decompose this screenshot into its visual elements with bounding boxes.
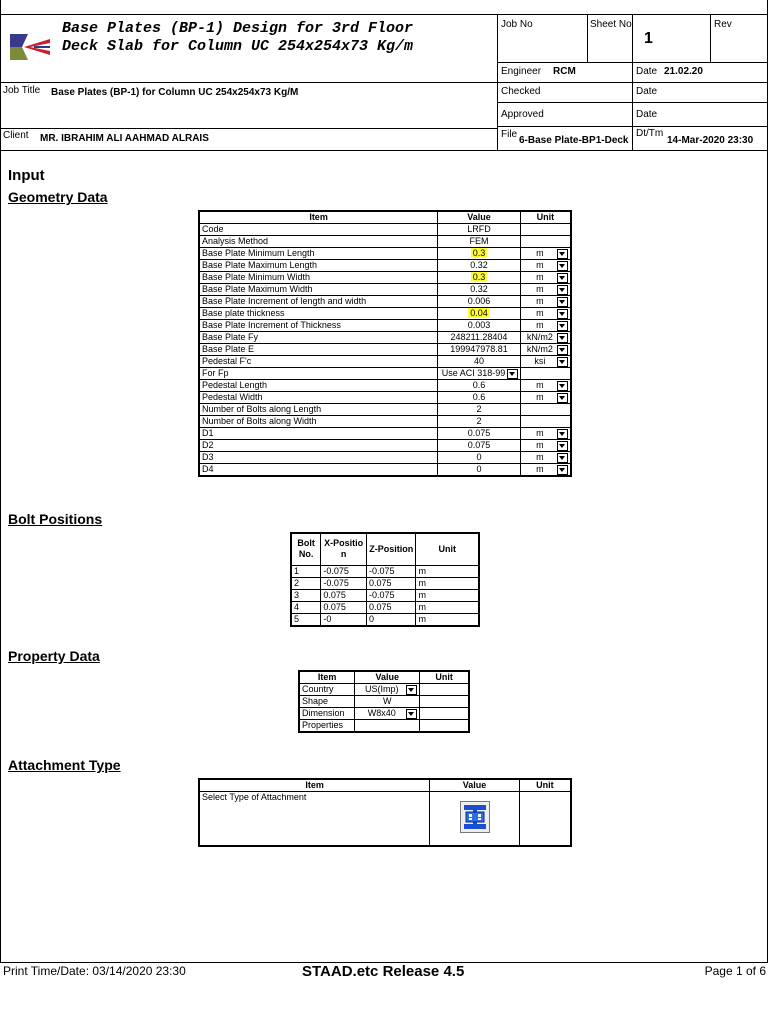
job-title-label: Job Title [3,85,41,96]
geometry-item: Base Plate Minimum Width [199,272,438,284]
job-title-value: Base Plates (BP-1) for Column UC 254x254x73 Kg/M [51,87,299,98]
table-row [199,248,571,260]
dropdown-arrow-icon[interactable] [557,453,568,463]
geometry-table-container [198,210,572,477]
bolt-cell-x: -0 [321,613,367,626]
table-row [199,404,571,416]
geometry-value: 0.006 [467,296,491,306]
geometry-unit: m [536,428,544,438]
geometry-value: 199947978.81 [450,344,508,354]
geometry-unit: kN/m2 [526,344,553,354]
bolt-cell-z: 0.075 [366,601,416,613]
bolt-table-container [290,532,480,627]
geometry-item: D3 [199,452,438,464]
bolt-cell-u: m [416,577,479,589]
table-row [199,392,571,404]
geometry-unit: m [536,320,544,330]
checked-label: Checked [501,86,541,97]
geometry-item: Pedestal Length [199,380,438,392]
dropdown-arrow-icon[interactable] [557,261,568,271]
attachment-heading: Attachment Type [8,757,121,773]
dropdown-arrow-icon[interactable] [557,273,568,283]
bolt-cell-no: 4 [291,601,321,613]
geometry-item: Number of Bolts along Width [199,416,438,428]
table-row [291,589,479,601]
dropdown-arrow-icon[interactable] [406,709,417,719]
header-block [0,14,768,151]
table-row [199,452,571,464]
geometry-unit: m [536,452,544,462]
bolt-cell-u: m [416,601,479,613]
bolt-cell-z: 0 [366,613,416,626]
geometry-unit-cell [520,236,571,248]
bolt-cell-no: 3 [291,589,321,601]
geometry-value: Use ACI 318-99 [441,368,506,378]
attachment-col-unit: Unit [519,779,571,792]
attachment-item: Select Type of Attachment [199,792,430,846]
property-col-item: Item [299,671,355,684]
geometry-unit: m [536,380,544,390]
file-label: File [501,129,518,140]
table-row [199,464,571,477]
property-value-cell [355,696,420,708]
dropdown-arrow-icon[interactable] [557,357,568,367]
property-table-body [299,684,469,733]
geometry-value-cell [438,308,521,320]
title-line-2: Deck Slab for Column UC 254x254x73 Kg/m [62,38,414,55]
bolt-cell-x: 0.075 [321,589,367,601]
table-row [199,320,571,332]
geometry-value: 2 [476,404,482,414]
property-value-cell [355,720,420,733]
geometry-unit-cell[interactable] [520,248,571,260]
table-row [199,356,571,368]
dttm-label: Dt/Tm [636,128,664,139]
geometry-unit-cell [520,416,571,428]
dropdown-arrow-icon[interactable] [557,429,568,439]
table-row [291,601,479,613]
geometry-unit: m [536,464,544,474]
geometry-value-cell [438,320,521,332]
sheet-no-value: 1 [644,30,653,47]
geometry-heading: Geometry Data [8,189,108,205]
bolt-col-no: Bolt No. [291,533,321,565]
geometry-col-value: Value [438,211,521,224]
attachment-table [198,778,572,847]
table-row [199,380,571,392]
footer-print-time: Print Time/Date: 03/14/2020 23:30 [3,964,186,978]
table-row [199,260,571,272]
dropdown-arrow-icon[interactable] [557,393,568,403]
geometry-unit-cell[interactable] [520,464,571,477]
property-table-container [298,670,470,733]
geometry-unit-cell[interactable] [520,452,571,464]
geometry-table [198,210,572,477]
dropdown-arrow-icon[interactable] [406,685,417,695]
geometry-value-cell [438,248,521,260]
table-row [291,577,479,589]
geometry-value-cell [438,464,521,477]
table-row [199,236,571,248]
geometry-col-unit: Unit [520,211,571,224]
geometry-value-cell [438,332,521,344]
geometry-value: 0.075 [467,428,491,438]
geometry-unit: m [536,296,544,306]
bolt-cell-z: -0.075 [366,565,416,577]
bolt-cell-u: m [416,589,479,601]
table-row [199,308,571,320]
table-row [199,284,571,296]
geometry-unit: m [536,392,544,402]
geometry-unit: m [536,284,544,294]
geometry-unit: m [536,248,544,258]
geometry-value: 0.32 [470,284,488,294]
footer-page: Page 1 of 6 [704,964,766,978]
geometry-unit-cell [520,224,571,236]
dropdown-arrow-icon[interactable] [557,285,568,295]
bolt-col-z: Z-Position [366,533,416,565]
geometry-value: LRFD [467,224,491,234]
property-item: Shape [299,696,355,708]
property-value-cell[interactable] [355,708,420,720]
geometry-value-cell [438,452,521,464]
property-col-value: Value [355,671,420,684]
geometry-value-cell[interactable] [438,368,521,380]
geometry-unit-cell[interactable] [520,356,571,368]
geometry-value-cell [438,236,521,248]
geometry-value-cell [438,224,521,236]
table-row [299,684,469,696]
bolt-cell-no: 1 [291,565,321,577]
geometry-item: Pedestal F'c [199,356,438,368]
geometry-value: 0.04 [470,308,488,318]
bolt-col-unit: Unit [416,533,479,565]
geometry-item: Base Plate Increment of length and width [199,296,438,308]
approved-date-label: Date [636,109,658,120]
property-unit [420,708,469,720]
table-row [199,344,571,356]
geometry-value: 0.6 [472,392,486,402]
geometry-unit-cell[interactable] [520,380,571,392]
geometry-unit-cell[interactable] [520,272,571,284]
geometry-value-cell [438,284,521,296]
geometry-unit: m [536,272,544,282]
property-unit [420,684,469,696]
footer-release: STAAD.etc Release 4.5 [302,963,465,980]
geometry-value: 0.075 [467,440,491,450]
geometry-item: D2 [199,440,438,452]
geometry-table-body [199,224,571,477]
attachment-table-container [198,778,572,847]
approved-label: Approved [501,109,544,120]
geometry-value: FEM [469,236,489,246]
geometry-value-cell [438,404,521,416]
table-row [299,708,469,720]
date-label: Date [636,66,658,77]
dropdown-arrow-icon[interactable] [557,309,568,319]
geometry-value: 0 [476,464,482,474]
bolt-cell-x: -0.075 [321,565,367,577]
table-row [291,565,479,577]
geometry-unit: m [536,440,544,450]
property-item: Dimension [299,708,355,720]
engineer-value: RCM [553,66,576,77]
bolt-cell-x: 0.075 [321,601,367,613]
geometry-unit-cell[interactable] [520,428,571,440]
geometry-unit: m [536,260,544,270]
geometry-item: Base Plate Maximum Width [199,284,438,296]
bolt-cell-z: 0.075 [366,577,416,589]
table-row [199,296,571,308]
bolt-positions-heading: Bolt Positions [8,511,103,527]
document-title [62,20,413,56]
geometry-item: Code [199,224,438,236]
geometry-unit: m [536,308,544,318]
table-row [199,368,571,380]
geometry-unit-cell[interactable] [520,320,571,332]
bolt-cell-u: m [416,613,479,626]
bolt-cell-no: 2 [291,577,321,589]
client-label: Client [3,130,29,141]
geometry-unit-cell[interactable] [520,332,571,344]
geometry-unit-cell [520,368,571,380]
geometry-value: 0.3 [472,248,486,258]
geometry-value-cell [438,392,521,404]
property-value: W8x40 [367,708,396,718]
geometry-value-cell [438,272,521,284]
bolt-cell-no: 5 [291,613,321,626]
table-row [199,224,571,236]
geometry-value-cell [438,428,521,440]
geometry-item: Base Plate Maximum Length [199,260,438,272]
property-value: US(Imp) [365,684,399,694]
title-line-1: Base Plates (BP-1) Design for 3rd Floor [62,20,414,37]
bolt-cell-z: -0.075 [366,589,416,601]
dropdown-arrow-icon[interactable] [507,369,518,379]
table-row [299,696,469,708]
geometry-value-cell [438,296,521,308]
table-row [199,428,571,440]
geometry-item: Base Plate Increment of Thickness [199,320,438,332]
geometry-item: Analysis Method [199,236,438,248]
bolt-table [290,532,480,627]
bolt-cell-x: -0.075 [321,577,367,589]
geometry-item: Base plate thickness [199,308,438,320]
dropdown-arrow-icon[interactable] [557,441,568,451]
attachment-value-cell [430,792,519,846]
geometry-unit: kN/m2 [526,332,553,342]
file-value: 6-Base Plate-BP1-Deck [519,135,629,146]
geometry-value: 0.003 [467,320,491,330]
geometry-item: Pedestal Width [199,392,438,404]
geometry-value-cell [438,380,521,392]
table-row [199,332,571,344]
geometry-value: 0.3 [472,272,486,282]
geometry-col-item: Item [199,211,438,224]
bolt-table-body [291,565,479,626]
property-item: Country [299,684,355,696]
sheet-no-label: Sheet No [590,19,632,30]
engineer-label: Engineer [501,66,542,77]
checked-date-label: Date [636,86,658,97]
attachment-unit [519,792,571,846]
property-col-unit: Unit [420,671,469,684]
geometry-item: Base Plate Fy [199,332,438,344]
dropdown-arrow-icon[interactable] [557,321,568,331]
dropdown-arrow-icon[interactable] [557,249,568,259]
geometry-item: D4 [199,464,438,477]
geometry-unit-cell[interactable] [520,392,571,404]
table-row [199,272,571,284]
geometry-item: Base Plate Minimum Length [199,248,438,260]
geometry-item: For Fp [199,368,438,380]
property-item: Properties [299,720,355,733]
dropdown-arrow-icon[interactable] [557,345,568,355]
property-value: W [383,696,392,706]
client-value: MR. IBRAHIM ALI AAHMAD ALRAIS [40,133,209,144]
date-value: 21.02.20 [664,66,703,77]
geometry-item: D1 [199,428,438,440]
geometry-value: 0.32 [470,260,488,270]
rev-label: Rev [714,19,732,30]
geometry-value-cell [438,356,521,368]
geometry-value: 40 [473,356,484,366]
dropdown-arrow-icon[interactable] [557,333,568,343]
geometry-unit-cell[interactable] [520,440,571,452]
geometry-unit-cell [520,404,571,416]
table-row [199,440,571,452]
geometry-unit-cell[interactable] [520,296,571,308]
geometry-unit-cell[interactable] [520,260,571,272]
table-row [199,416,571,428]
geometry-value-cell [438,416,521,428]
bolt-cell-u: m [416,565,479,577]
geometry-unit-cell[interactable] [520,344,571,356]
property-heading: Property Data [8,648,100,664]
attachment-type-icon[interactable] [460,801,490,833]
geometry-item: Base Plate E [199,344,438,356]
property-value-cell[interactable] [355,684,420,696]
geometry-value-cell [438,344,521,356]
geometry-value-cell [438,440,521,452]
dropdown-arrow-icon[interactable] [557,465,568,475]
property-unit [420,720,469,733]
dropdown-arrow-icon[interactable] [557,297,568,307]
dttm-value: 14-Mar-2020 23:30 [667,135,754,146]
geometry-unit-cell[interactable] [520,284,571,296]
geometry-value: 2 [476,416,482,426]
bolt-col-x: X-Position [321,533,367,565]
property-table [298,670,470,733]
table-row [291,613,479,626]
geometry-unit: ksi [534,356,546,366]
table-row [299,720,469,733]
attachment-col-item: Item [199,779,430,792]
dropdown-arrow-icon[interactable] [557,381,568,391]
property-unit [420,696,469,708]
company-logo [8,30,52,64]
geometry-value: 0.6 [472,380,486,390]
geometry-value: 248211.28404 [450,332,508,342]
job-no-label: Job No [501,19,533,30]
input-heading: Input [8,167,45,184]
attachment-col-value: Value [430,779,519,792]
geometry-item: Number of Bolts along Length [199,404,438,416]
geometry-value: 0 [476,452,482,462]
geometry-unit-cell[interactable] [520,308,571,320]
geometry-value-cell [438,260,521,272]
